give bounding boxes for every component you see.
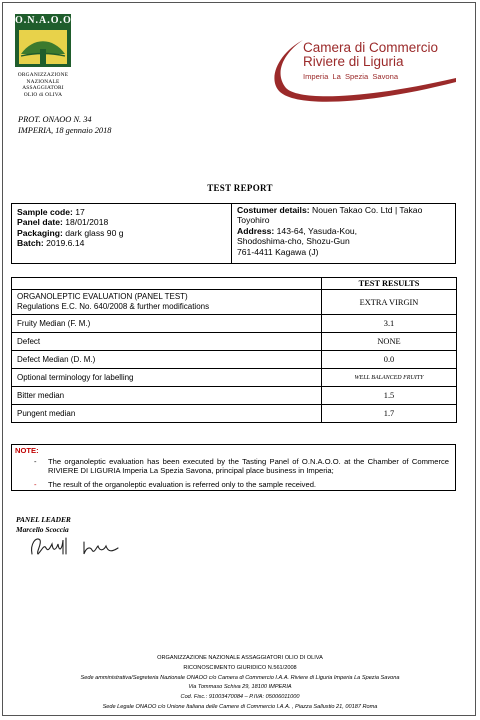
packaging-value: dark glass 90 g (65, 227, 124, 238)
onaoo-logo-line: OLIO di OLIVA (23, 91, 63, 98)
address-line2: Shodoshima-cho, Shozu-Gun (237, 236, 350, 247)
table-row (12, 315, 457, 333)
result-label: Optional terminology for labelling (12, 369, 322, 387)
protocol-block (18, 114, 112, 136)
sample-code-row (17, 207, 226, 217)
panel-leader-name: Marcello Scoccia (16, 525, 69, 534)
test-results-table (11, 277, 457, 423)
customer-details (232, 204, 455, 263)
test-results-header: TEST RESULTS (322, 278, 457, 290)
chamber-cities: Imperia La Spezia Savona (303, 72, 399, 81)
customer-details-row (237, 205, 450, 226)
chamber-name-line1: Camera di Commercio (303, 40, 439, 55)
onaoo-logo-text (15, 72, 71, 98)
footer-line: RICONOSCIMENTO GIURIDICO N.561/2008 (183, 664, 297, 671)
result-value: NONE (322, 333, 457, 351)
table-row (12, 290, 457, 315)
panel-date-value: 18/01/2018 (65, 217, 109, 228)
result-label: Bitter median (12, 387, 322, 405)
footer-line: Sede amministrativa/Segreteria Nazionale ONAOO c/o Camera di Commercio I.A.A. Riviere di Liguria Imperia La Spezia Savona (80, 674, 400, 681)
result-value: 1.5 (322, 387, 457, 405)
footer (0, 654, 480, 713)
table-row (12, 351, 457, 369)
result-value: 1.7 (322, 405, 457, 423)
onaoo-logo-acronym: O.N.A.O.O. (15, 15, 76, 26)
table-header-blank (12, 278, 322, 290)
page-title: TEST REPORT (207, 183, 273, 193)
table-header-row (12, 278, 457, 290)
sample-code-value: 17 (75, 207, 85, 217)
onaoo-logo-line: ASSAGGIATORI (22, 85, 64, 92)
footer-line: Sede Legale ONAOO c/o Unione Italiana delle Camere di Commercio I.A.A. , Piazza Sallustio 21, 00187 Roma (102, 703, 378, 710)
result-value: 0.0 (322, 351, 457, 369)
address-label: Address: (237, 225, 275, 236)
packaging-row (17, 228, 226, 238)
address-line3: 761-4411 Kagawa (J) (237, 246, 319, 257)
evaluation-title: ORGANOLEPTIC EVALUATION (PANEL TEST) (17, 292, 188, 301)
chamber-name-line2: Riviere di Liguria (303, 54, 404, 69)
panel-leader-role: PANEL LEADER (16, 515, 71, 524)
onaoo-logo-line: NAZIONALE (26, 78, 60, 85)
table-row (12, 333, 457, 351)
note-item (12, 480, 455, 490)
panel-date-row (17, 217, 226, 227)
customer-details-label: Costumer details: (237, 205, 310, 215)
handwritten-signature (26, 530, 126, 558)
protocol-place-date: IMPERIA, 18 gennaio 2018 (18, 126, 112, 135)
batch-row (17, 238, 226, 248)
result-label: Defect Median (D. M.) (12, 351, 322, 369)
note-bullet: - (34, 479, 37, 489)
note-text: The result of the organoleptic evaluation is referred only to the sample received. (48, 479, 317, 489)
batch-label: Batch: (17, 238, 44, 249)
onaoo-logo (15, 14, 76, 98)
panel-date-label: Panel date: (17, 217, 63, 228)
note-item (12, 457, 455, 476)
table-row (12, 369, 457, 387)
result-label: Defect (12, 333, 322, 351)
sample-code-label: Sample code: (17, 207, 73, 217)
address-row (237, 226, 450, 236)
protocol-number: PROT. ONAOO N. 34 (18, 115, 92, 124)
customer-details-value: Nouen Takao Co. Ltd | Takao Toyohiro (237, 205, 423, 226)
chamber-of-commerce-logo (270, 40, 460, 110)
sample-details (12, 204, 232, 263)
olive-tree-icon (15, 27, 71, 67)
classification-value: EXTRA VIRGIN (322, 290, 457, 315)
result-value: 3.1 (322, 315, 457, 333)
table-row (12, 387, 457, 405)
packaging-label: Packaging: (17, 227, 63, 238)
batch-value: 2019.6.14 (46, 238, 85, 249)
address-line1: 143-64, Yasuda-Kou, (276, 225, 358, 236)
result-value: WELL BALANCED FRUITY (322, 369, 457, 387)
note-label: NOTE: (15, 446, 39, 455)
note-bullet: - (34, 456, 37, 466)
note-box (11, 444, 456, 491)
onaoo-logo-line: ORGANIZZAZIONE (17, 72, 69, 78)
footer-line: Cod. Fisc.: 91003470084 – P.IVA: 05006011000 (180, 694, 300, 701)
result-label: Pungent median (12, 405, 322, 423)
footer-line: ORGANIZZAZIONE NAZIONALE ASSAGGIATORI OLIO DI OLIVA (157, 655, 323, 661)
note-text: The organoleptic evaluation has been executed by the Tasting Panel of O.N.A.O.O. at the Chamber of Commerce RIVIERE DI LIGURIA Imperia La Spezia Savona, principal place business in Imperia; (48, 456, 449, 475)
footer-line: Via Tommaso Schiva 29, 18100 IMPERIA (188, 684, 292, 691)
table-row (12, 405, 457, 423)
evaluation-cell (12, 290, 322, 315)
sample-info-box (11, 203, 456, 264)
result-label: Fruity Median (F. M.) (12, 315, 322, 333)
regulation-text: Regulations E.C. No. 640/2008 & further modifications (17, 302, 210, 311)
